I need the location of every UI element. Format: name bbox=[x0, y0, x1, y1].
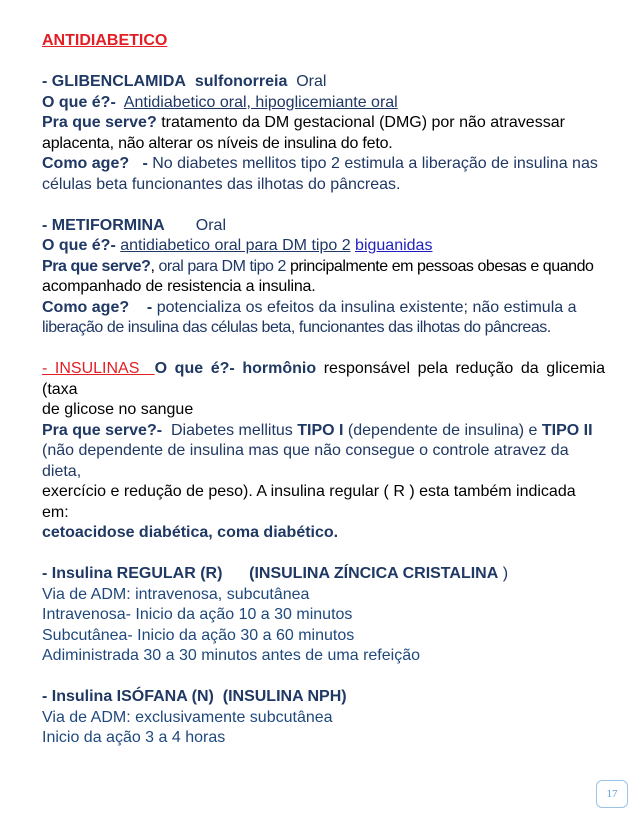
como-dash: - bbox=[142, 155, 148, 172]
regular-line bbox=[42, 646, 605, 667]
que-bold: hormônio bbox=[242, 360, 317, 377]
drug-class: sulfonorreia bbox=[194, 73, 288, 90]
pra-line4: cetoacidose diabética, coma diabético. bbox=[42, 524, 339, 541]
insulinas-pra-line3 bbox=[42, 482, 605, 523]
drug-name: - GLIBENCLAMIDA bbox=[42, 73, 186, 90]
pra-text-2: acompanhado de resistencia a insulina. bbox=[42, 278, 316, 295]
isofana-name: - Insulina ISÓFANA (N) bbox=[42, 688, 214, 705]
que-label: O que é?- bbox=[42, 93, 116, 111]
metiformina-pra bbox=[42, 257, 605, 278]
como-text-2: células beta funcionantes das ilhotas do pâncreas. bbox=[42, 175, 401, 193]
regular-name: - Insulina REGULAR (R) bbox=[42, 565, 223, 582]
pra-tipo1: TIPO I bbox=[297, 421, 344, 439]
que-text-2: de glicose no sangue bbox=[42, 401, 194, 418]
insulinas-pra-line4 bbox=[42, 523, 605, 544]
que-text: Antidiabetico oral, hipoglicemiante oral bbox=[123, 93, 398, 111]
que-label: O que é?- bbox=[42, 237, 116, 254]
pra-label: Pra que serve? bbox=[42, 257, 151, 275]
que-label: O que é?- bbox=[154, 360, 235, 377]
metiformina-que bbox=[42, 236, 605, 257]
regular-line-text: Via de ADM: intravenosa, subcutânea bbox=[42, 585, 310, 603]
glibenclamida-como bbox=[42, 154, 605, 175]
page-number: 17 bbox=[596, 780, 628, 808]
glibenclamida-heading bbox=[42, 72, 605, 93]
pra-line3: exercício e redução de peso). A insulina regular ( R ) esta também indicada em: bbox=[42, 483, 576, 521]
regular-line bbox=[42, 626, 605, 647]
insulinas-heading bbox=[42, 359, 605, 400]
como-dash: - bbox=[146, 298, 153, 316]
isofana-line-text: Via de ADM: exclusivamente subcutânea bbox=[42, 708, 333, 726]
como-text-1: potencializa os efeitos da insulina existente; não estimula a bbox=[156, 298, 577, 316]
isofana-heading bbox=[42, 687, 605, 708]
metiformina-heading bbox=[42, 216, 605, 237]
glibenclamida-pra bbox=[42, 113, 605, 134]
que-text-1: responsável pela redução da glicemia (taxa bbox=[42, 360, 605, 398]
regular-line-text: Adiministrada 30 a 30 minutos antes de uma refeição bbox=[42, 647, 420, 664]
insulinas-pra bbox=[42, 421, 605, 442]
pra-b: (dependente de insulina) e bbox=[347, 421, 538, 439]
metiformina-como bbox=[42, 298, 605, 319]
pra-tipo2: TIPO II bbox=[541, 421, 593, 439]
como-text-1: No diabetes mellitos tipo 2 estimula a liberação de insulina nas bbox=[152, 155, 598, 172]
regular-alias: (INSULINA ZÍNCICA CRISTALINA bbox=[249, 565, 499, 582]
drug-route: Oral bbox=[296, 73, 327, 90]
title-antidiabetico: ANTIDIABETICO bbox=[42, 32, 168, 49]
regular-line bbox=[42, 585, 605, 606]
pra-text-a: oral para DM tipo 2 bbox=[158, 257, 286, 275]
regular-line-text: Intravenosa- Inicio da ação 10 a 30 minutos bbox=[42, 606, 353, 623]
regular-alias-close: ) bbox=[502, 565, 509, 582]
document-page bbox=[42, 31, 605, 749]
insulinas-que-cont bbox=[42, 400, 605, 421]
glibenclamida-como-cont bbox=[42, 175, 605, 196]
isofana-line bbox=[42, 728, 605, 749]
biguanidas-link[interactable]: biguanidas bbox=[355, 237, 433, 254]
glibenclamida-pra-cont bbox=[42, 134, 605, 155]
regular-line-text: Subcutânea- Inicio da ação 30 a 60 minutos bbox=[42, 626, 355, 644]
pra-text-2: aplacenta, não alterar os níveis de insulina do feto. bbox=[42, 134, 393, 152]
pra-text-b: principalmente em pessoas obesas e quando bbox=[289, 257, 594, 275]
regular-heading bbox=[42, 564, 605, 585]
isofana-line-text: Inicio da ação 3 a 4 horas bbox=[42, 729, 226, 746]
como-label: Como age? bbox=[42, 155, 130, 172]
regular-line bbox=[42, 605, 605, 626]
pra-line2: (não dependente de insulina mas que não consegue o controle atravez da dieta, bbox=[42, 442, 569, 480]
section-title bbox=[42, 31, 605, 52]
insulinas-name: - INSULINAS bbox=[42, 360, 140, 377]
pra-comma: , bbox=[150, 257, 155, 275]
como-text-2: liberação de insulina das células beta, funcionantes das ilhotas do pâncreas. bbox=[42, 319, 551, 336]
pra-text-1: tratamento da DM gestacional (DMG) por não atravessar bbox=[161, 114, 565, 131]
drug-name: - METIFORMINA bbox=[42, 216, 165, 234]
pra-label: Pra que serve?- bbox=[42, 421, 163, 439]
isofana-line bbox=[42, 708, 605, 729]
metiformina-pra-cont bbox=[42, 277, 605, 298]
insulinas-pra-line2 bbox=[42, 441, 605, 482]
pra-a: Diabetes mellitus bbox=[170, 421, 293, 439]
metiformina-como-cont bbox=[42, 318, 605, 339]
pra-label: Pra que serve? bbox=[42, 114, 157, 131]
como-label: Como age? bbox=[42, 298, 130, 316]
glibenclamida-que bbox=[42, 93, 605, 114]
drug-route: Oral bbox=[195, 216, 227, 234]
isofana-alias: (INSULINA NPH) bbox=[222, 688, 347, 705]
que-text: antidiabetico oral para DM tipo 2 bbox=[120, 237, 351, 254]
